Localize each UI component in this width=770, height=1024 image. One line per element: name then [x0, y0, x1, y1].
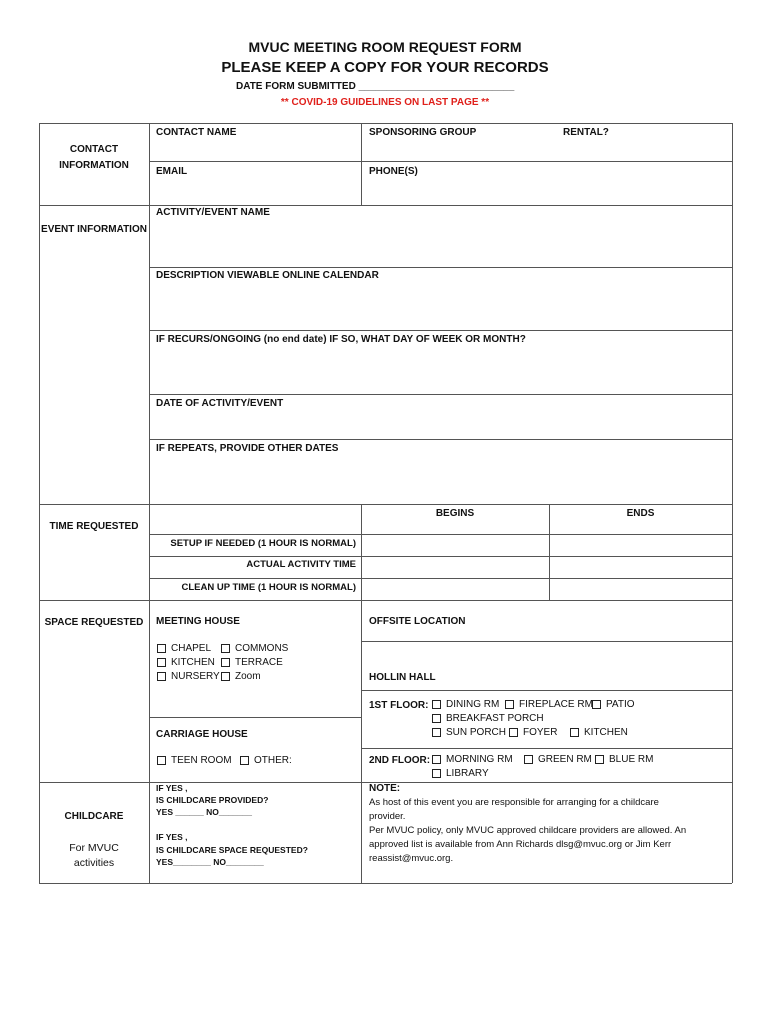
childcare-section-label: CHILDCARE: [64, 811, 124, 822]
activity-ends-field[interactable]: [551, 558, 731, 577]
begins-header: BEGINS: [435, 508, 475, 519]
event-date-label: DATE OF ACTIVITY/EVENT: [156, 398, 284, 409]
meeting-house-label: MEETING HOUSE: [156, 616, 240, 627]
setup-time-label: SETUP IF NEEDED (1 HOUR IS NORMAL): [170, 538, 356, 549]
option-commons[interactable]: COMMONS: [221, 643, 288, 656]
rental-label: RENTAL?: [563, 127, 609, 138]
event-date-field[interactable]: [151, 412, 730, 438]
recurs-label: IF RECURS/ONGOING (no end date) IF SO, WHAT DAY OF WEEK OR MONTH?: [156, 334, 526, 345]
second-floor-label: 2ND FLOOR:: [369, 755, 431, 766]
offsite-location-label: OFFSITE LOCATION: [369, 616, 466, 627]
checkbox-icon: [221, 672, 230, 681]
ends-header: ENDS: [626, 508, 655, 519]
q2-yes-no[interactable]: YES________ NO________: [156, 857, 264, 867]
checkbox-icon: [509, 728, 518, 737]
checkbox-icon: [505, 700, 514, 709]
checkbox-icon: [157, 644, 166, 653]
sponsoring-group-field[interactable]: [363, 140, 730, 160]
note-line-3: Per MVUC policy, only MVUC approved childcare providers are allowed. An: [369, 825, 687, 836]
contact-section-label: CONTACT INFORMATION: [59, 144, 129, 171]
checkbox-icon: [432, 728, 441, 737]
recurs-field[interactable]: [151, 349, 730, 393]
sponsoring-group-label: SPONSORING GROUP: [369, 127, 477, 138]
activity-name-label: ACTIVITY/EVENT NAME: [156, 207, 270, 218]
activity-name-field[interactable]: [151, 222, 730, 266]
option-terrace[interactable]: TERRACE: [221, 657, 283, 670]
dlsg-email-link[interactable]: dlsg@mvuc.org: [555, 839, 623, 850]
offsite-location-field[interactable]: [363, 630, 730, 640]
checkbox-icon: [157, 756, 166, 765]
setup-ends-field[interactable]: [551, 536, 731, 555]
email-label: EMAIL: [156, 166, 188, 177]
option-green-rm[interactable]: GREEN RM: [524, 754, 592, 767]
first-floor-label: 1ST FLOOR:: [369, 700, 429, 711]
option-kitchen-hh[interactable]: KITCHEN: [570, 727, 628, 740]
option-kitchen[interactable]: KITCHEN: [157, 657, 215, 670]
option-blue-rm[interactable]: BLUE RM: [595, 754, 653, 767]
carriage-house-label: CARRIAGE HOUSE: [156, 729, 248, 740]
option-patio[interactable]: PATIO: [592, 699, 635, 712]
option-other[interactable]: OTHER:: [240, 755, 292, 768]
option-fireplace-rm[interactable]: FIREPLACE RM: [505, 699, 593, 712]
q1-if-yes: IF YES ,: [156, 783, 188, 793]
contact-name-label: CONTACT NAME: [156, 127, 237, 138]
note-line-5: reassist@mvuc.org.: [369, 853, 454, 864]
email-field[interactable]: [151, 180, 359, 204]
hollin-hall-label: HOLLIN HALL: [369, 672, 436, 683]
description-field[interactable]: [151, 285, 730, 329]
q1-question: IS CHILDCARE PROVIDED?: [156, 795, 269, 805]
activities-label: activities: [73, 857, 115, 869]
option-teen-room[interactable]: TEEN ROOM: [157, 755, 232, 768]
option-chapel[interactable]: CHAPEL: [157, 643, 211, 656]
note-line-1: As host of this event you are responsible for arranging for a childcare: [369, 797, 659, 808]
repeats-label: IF REPEATS, PROVIDE OTHER DATES: [156, 443, 339, 454]
checkbox-icon: [570, 728, 579, 737]
option-nursery[interactable]: NURSERY: [157, 671, 220, 684]
event-section-label: EVENT INFORMATION: [41, 224, 147, 235]
checkbox-icon: [592, 700, 601, 709]
setup-begins-field[interactable]: [363, 536, 548, 555]
phone-label: PHONE(S): [369, 166, 418, 177]
checkbox-icon: [595, 755, 604, 764]
checkbox-icon: [524, 755, 533, 764]
note-line-2: provider.: [369, 811, 406, 822]
checkbox-icon: [157, 658, 166, 667]
date-submitted[interactable]: DATE FORM SUBMITTED ____________________________: [236, 81, 515, 92]
checkbox-icon: [432, 755, 441, 764]
cleanup-time-label: CLEAN UP TIME (1 HOUR IS NORMAL): [181, 582, 356, 593]
checkbox-icon: [432, 714, 441, 723]
checkbox-icon: [432, 769, 441, 778]
option-foyer[interactable]: FOYER: [509, 727, 557, 740]
covid-note: ** COVID-19 GUIDELINES ON LAST PAGE **: [280, 97, 490, 108]
option-morning-rm[interactable]: MORNING RM: [432, 754, 513, 767]
form-subtitle: PLEASE KEEP A COPY FOR YOUR RECORDS: [221, 59, 549, 76]
cleanup-begins-field[interactable]: [363, 580, 548, 599]
note-line-4: approved list is available from Ann Richards dlsg@mvuc.org or Jim Kerr: [369, 839, 672, 850]
note-title: NOTE:: [369, 783, 401, 794]
time-section-label: TIME REQUESTED: [49, 521, 139, 532]
contact-name-field[interactable]: [151, 140, 359, 160]
space-section-label: SPACE REQUESTED: [44, 617, 144, 628]
cleanup-ends-field[interactable]: [551, 580, 731, 599]
option-dining-rm[interactable]: DINING RM: [432, 699, 499, 712]
description-label: DESCRIPTION VIEWABLE ONLINE CALENDAR: [156, 270, 379, 281]
option-zoom[interactable]: Zoom: [221, 671, 261, 684]
q2-question: IS CHILDCARE SPACE REQUESTED?: [156, 845, 308, 855]
option-breakfast-porch[interactable]: BREAKFAST PORCH: [432, 713, 544, 726]
form-title: MVUC MEETING ROOM REQUEST FORM: [248, 39, 522, 55]
activity-time-label: ACTUAL ACTIVITY TIME: [246, 559, 356, 570]
q2-if-yes: IF YES ,: [156, 832, 188, 842]
option-sun-porch[interactable]: SUN PORCH: [432, 727, 506, 740]
for-mvuc-label: For MVUC: [69, 842, 119, 854]
phone-field[interactable]: [363, 180, 730, 204]
checkbox-icon: [221, 658, 230, 667]
checkbox-icon: [157, 672, 166, 681]
checkbox-icon: [221, 644, 230, 653]
activity-begins-field[interactable]: [363, 558, 548, 577]
checkbox-icon: [240, 756, 249, 765]
reassist-email-link[interactable]: reassist@mvuc.org: [369, 853, 451, 864]
q1-yes-no[interactable]: YES ______ NO_______: [156, 807, 252, 817]
option-library[interactable]: LIBRARY: [432, 768, 489, 781]
checkbox-icon: [432, 700, 441, 709]
repeats-field[interactable]: [151, 458, 730, 503]
